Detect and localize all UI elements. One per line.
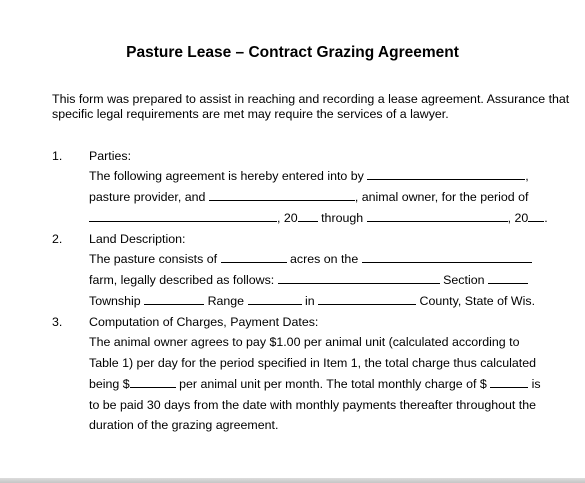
text: , animal owner, for the period of [354, 190, 529, 204]
text: The pasture consists of [89, 252, 218, 266]
section-2-number: 2. [52, 232, 63, 246]
text: Range [207, 294, 245, 308]
section-1-line-2 [89, 189, 528, 205]
blank-field[interactable] [367, 168, 525, 180]
blank-field[interactable] [490, 376, 528, 388]
text: in [304, 294, 315, 308]
blank-field[interactable] [248, 293, 302, 305]
section-2-line-3 [89, 293, 535, 309]
blank-field[interactable] [278, 272, 440, 284]
blank-field[interactable] [318, 293, 416, 305]
text: farm, legally described as follows: [89, 273, 275, 287]
blank-field[interactable] [488, 272, 528, 284]
intro-paragraph: This form was prepared to assist in reaching and recording a lease agreement. Assurance that specific legal requirements are met may require the services of a lawyer. [52, 92, 570, 121]
blank-field[interactable] [362, 251, 532, 263]
section-2-line-1 [89, 251, 532, 267]
document-title: Pasture Lease – Contract Grazing Agreement [126, 44, 459, 61]
text: Township [89, 294, 141, 308]
blank-field[interactable] [89, 210, 277, 222]
page-bottom-edge [0, 478, 585, 483]
text: The following agreement is hereby entered into by [89, 169, 364, 183]
text: pasture provider, and [89, 190, 206, 204]
blank-field[interactable] [130, 376, 176, 388]
text: . [544, 211, 548, 225]
section-1-line-1 [89, 168, 529, 184]
blank-field[interactable] [209, 189, 355, 201]
text: being $ [89, 377, 130, 391]
section-2-heading: Land Description: [89, 232, 186, 246]
section-1-heading: Parties: [89, 149, 132, 163]
blank-field[interactable] [528, 210, 544, 222]
section-3-heading: Computation of Charges, Payment Dates: [89, 315, 319, 329]
text: , 20 [277, 211, 298, 225]
section-3-line-3 [89, 376, 541, 392]
text: , [525, 169, 529, 183]
section-2-line-2 [89, 272, 528, 288]
section-1-number: 1. [52, 149, 63, 163]
blank-field[interactable] [298, 210, 318, 222]
section-3-line-5: duration of the grazing agreement. [89, 418, 279, 432]
text: County, State of Wis. [419, 294, 536, 308]
text: per animal unit per month. The total monthly charge of $ [179, 377, 487, 391]
text: Section [443, 273, 485, 287]
text: is [531, 377, 541, 391]
blank-field[interactable] [367, 210, 508, 222]
blank-field[interactable] [221, 251, 287, 263]
section-3-line-1: The animal owner agrees to pay $1.00 per animal unit (calculated according to [89, 335, 520, 349]
text: acres on the [290, 252, 359, 266]
text: through [317, 211, 364, 225]
text: , 20 [507, 211, 529, 225]
section-3-line-4: to be paid 30 days from the date with monthly payments thereafter throughout the [89, 398, 537, 412]
section-1-line-3 [89, 210, 548, 226]
section-3-line-2: Table 1) per day for the period specified in Item 1, the total charge thus calculated [89, 356, 537, 370]
section-3-number: 3. [52, 315, 63, 329]
blank-field[interactable] [144, 293, 204, 305]
